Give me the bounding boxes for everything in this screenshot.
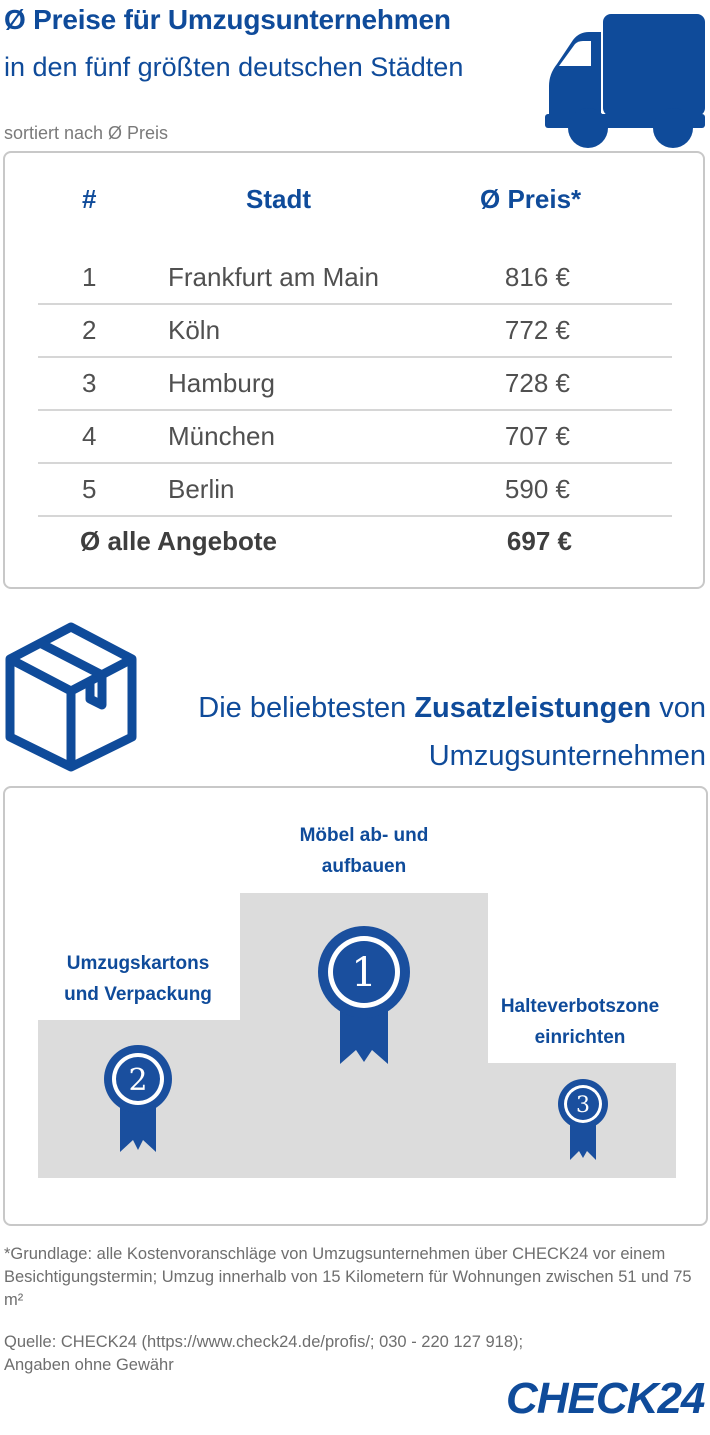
podium-label-third-line2: einrichten — [534, 1027, 626, 1048]
page-title: Ø Preise für Umzugsunternehmen — [4, 4, 451, 35]
podium-label-first-line1: Möbel ab- und — [299, 825, 429, 846]
table-row-rank: 5 — [82, 474, 97, 504]
row-divider — [38, 303, 672, 305]
medal-number: 1 — [351, 950, 377, 996]
source-line-2: Angaben ohne Gewähr — [4, 1356, 174, 1374]
source-note — [4, 1331, 706, 1377]
page-subtitle: in den fünf größten deutschen Städten — [4, 52, 464, 82]
podium-label-first — [240, 820, 488, 882]
sort-note: sortiert nach Ø Preis — [4, 123, 169, 143]
table-row-rank: 3 — [82, 368, 97, 398]
podium-label-second-line1: Umzugskartons — [66, 953, 210, 974]
podium-label-third — [480, 991, 680, 1053]
box-icon — [4, 621, 138, 773]
table-row-price: 590 € — [504, 474, 570, 504]
table-row-city: Köln — [168, 315, 221, 345]
podium-label-second-line2: und Verpackung — [64, 984, 212, 1005]
services-title-line2: Umzugsunternehmen — [428, 740, 706, 772]
row-divider — [38, 515, 672, 517]
table-row-rank: 2 — [82, 315, 97, 345]
average-label: Ø alle Angebote — [80, 526, 277, 556]
services-title-prefix: Die beliebtesten — [198, 692, 415, 724]
podium-label-first-line2: aufbauen — [321, 856, 407, 877]
table-row-price: 728 € — [504, 368, 570, 398]
services-title-suffix: von — [651, 692, 706, 724]
check24-logo: CHECK24 — [506, 1374, 705, 1423]
table-row-rank: 4 — [82, 421, 97, 451]
table-row-price: 816 € — [504, 262, 570, 292]
table-row-city: Hamburg — [168, 368, 275, 398]
table-row-rank: 1 — [82, 262, 97, 292]
source-line-1: Quelle: CHECK24 (https://www.check24.de/profis/; 030 - 220 127 918); — [4, 1333, 524, 1351]
medal-number: 3 — [576, 1093, 590, 1118]
table-row-price: 707 € — [504, 421, 570, 451]
column-header-price: Ø Preis* — [480, 184, 582, 214]
column-header-rank: # — [82, 184, 97, 214]
services-title — [198, 692, 706, 725]
truck-icon — [545, 14, 705, 148]
medal-icon — [557, 1078, 609, 1162]
table-row-city: Berlin — [168, 474, 235, 504]
row-divider — [38, 409, 672, 411]
medal-icon — [103, 1044, 173, 1156]
row-divider — [38, 462, 672, 464]
price-table — [3, 151, 705, 589]
medal-icon — [316, 924, 412, 1068]
podium-label-third-line1: Halteverbotszone — [500, 996, 660, 1017]
average-value: 697 € — [506, 526, 572, 556]
podium-label-second — [38, 948, 238, 1010]
services-title-bold: Zusatzleistungen — [414, 692, 652, 724]
row-divider — [38, 356, 672, 358]
table-row-price: 772 € — [504, 315, 570, 345]
table-row-city: München — [168, 421, 275, 451]
column-header-city: Stadt — [246, 184, 311, 214]
medal-number: 2 — [128, 1063, 148, 1098]
table-row-city: Frankfurt am Main — [168, 262, 379, 292]
footnote: *Grundlage: alle Kostenvoranschläge von Umzugsunternehmen über CHECK24 vor einem Besichtigungstermin; Umzug innerhalb von 15 Kilometern für Wohnungen zwischen 51 und 75 m² — [4, 1245, 692, 1309]
